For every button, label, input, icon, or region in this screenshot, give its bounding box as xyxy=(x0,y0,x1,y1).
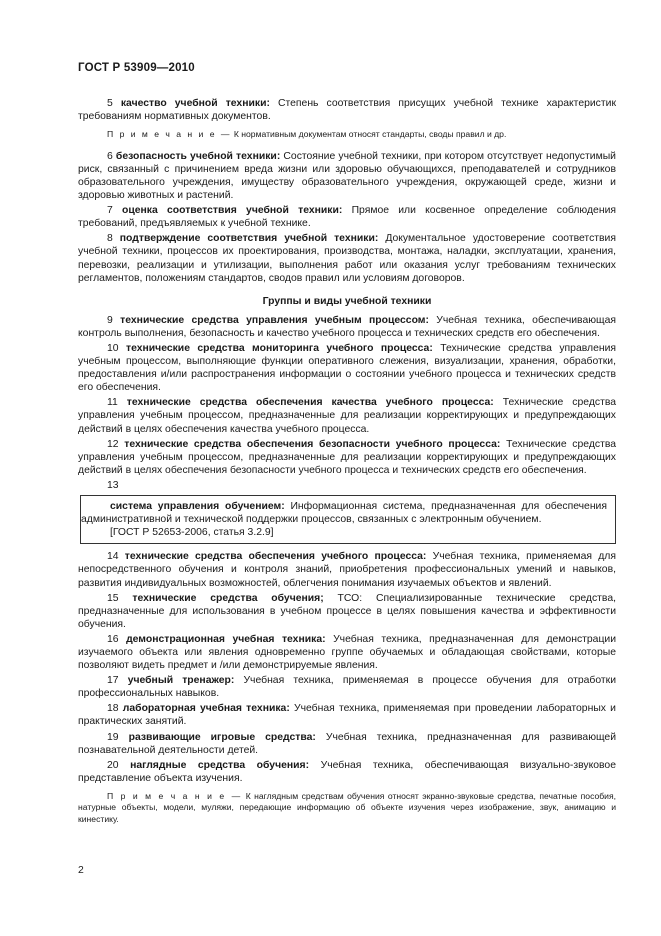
term-title: технические средства обеспечения учебного процесса: xyxy=(124,551,427,563)
term-number: 16 xyxy=(107,633,119,645)
term-entry-6 xyxy=(78,150,616,202)
note-text: К нормативным документам относят стандарты, своды правил и др. xyxy=(233,129,507,140)
term-number: 9 xyxy=(107,314,113,326)
term-title: технические средства обучения; xyxy=(132,592,324,604)
term-number: 19 xyxy=(107,731,119,743)
term-definition: Технические средства управления учебным процессом, предназначенные для реализации корректирующих и предупреждающих действий в целях обеспечения качества учебного процесса. xyxy=(78,397,617,435)
term-entry-17 xyxy=(78,674,616,700)
term-title: технические средства обеспечения безопасности учебного процесса: xyxy=(124,438,501,450)
term-entry-20 xyxy=(78,759,616,785)
note-2 xyxy=(78,791,616,826)
term-entry-9 xyxy=(78,314,616,340)
term-number: 14 xyxy=(107,551,119,563)
term-title: технические средства управления учебным процессом: xyxy=(120,314,429,326)
term-definition: Учебная техника, применяемая для непосредственного обучения и контроля знаний, приобретения профессиональных умений и навыков, развития индивидуальных возможностей, облегчения понимания изучаемых объектов и явлений. xyxy=(78,551,616,589)
section-title: Группы и виды учебной техники xyxy=(262,295,432,307)
term-entry-10 xyxy=(78,342,616,394)
term-number: 11 xyxy=(107,397,118,409)
document-page xyxy=(78,62,616,834)
term-definition: Учебная техника, предназначенная для демонстрации изучаемого объекта или явления одновременно группе обучаемых и обладающая свойствами, которые позволяют видеть предмет и /или демонстрируемые явления. xyxy=(78,633,617,672)
term-number: 17 xyxy=(107,675,119,687)
term-definition: ТСО: Специализированные технические средства, предназначенные для использования в учебном процессе в целях повышения качества и эффективности обучения. xyxy=(78,592,616,630)
page-number: 2 xyxy=(78,865,84,876)
term-definition: Учебная техника, обеспечивающая визуально-звуковое представление объекта изучения. xyxy=(78,759,616,784)
term-definition: Документальное удостоверение соответствия учебной техники, процессов их проектирования, производства, монтажа, наладки, эксплуатации, хранения, перевозки, реализации и утилизации, выполнения работ или оказания услуг требованиям технических регламентов, положениям стандартов, сводов правил или условиям договоров. xyxy=(78,233,616,284)
term-title: технические средства мониторинга учебного процесса: xyxy=(125,343,433,354)
term-number: 18 xyxy=(107,703,119,715)
term-number: 6 xyxy=(107,150,113,162)
boxed-definition xyxy=(80,495,616,544)
term-definition: Степень соответствия присущих учебной технике характеристик требованиям нормативных документов. xyxy=(78,98,616,123)
term-definition: Информационная система, предназначенная для обеспечения административной и технической поддержки процессов, связанных с электронным обучением. xyxy=(81,501,607,526)
term-entry-15 xyxy=(78,592,616,631)
term-definition: Технические средства управления учебным процессом, предназначенные для реализации корректирующих и предупреждающих действий в целях обеспечения безопасности учебного процесса и технических средств его обеспечения. xyxy=(78,438,617,476)
term-title: технические средства обеспечения качества учебного процесса: xyxy=(126,397,494,409)
note-text: К наглядным средствам обучения относят экранно-звуковые средства, печатные пособия, натурные объекты, модели, муляжи, передающие информацию об объекте изучения через изображение, звук, анимацию и кинестику. xyxy=(78,790,617,824)
term-number: 20 xyxy=(107,759,119,771)
term-title: наглядные средства обучения: xyxy=(130,759,310,771)
term-entry-8 xyxy=(78,232,616,284)
term-entry-16 xyxy=(78,633,616,672)
term-definition: Технические средства управления учебным процессом, выполняющие функции оперативного слежения, визуализации, хранения, обработки, предоставления и/или распространения информации о состоянии учебного процесса и технических средств его обеспечения. xyxy=(78,343,617,394)
term-definition: Учебная техника, применяемая при проведении лабораторных и практических занятий. xyxy=(78,703,616,728)
term-definition: Учебная техника, применяемая в процессе обучения для отработки профессиональных навыков. xyxy=(78,675,617,700)
term-title: безопасность учебной техники: xyxy=(115,150,281,162)
term-number: 8 xyxy=(107,233,113,245)
term-entry-19 xyxy=(78,731,616,757)
term-number: 12 xyxy=(107,438,119,450)
document-header: ГОСТ Р 53909—2010 xyxy=(78,62,195,74)
term-title: демонстрационная учебная техника: xyxy=(126,633,326,645)
term-title: оценка соответствия учебной техники: xyxy=(122,205,343,217)
term-definition: Учебная техника, предназначенная для развивающей познавательной деятельности детей. xyxy=(78,731,617,756)
term-entry-7 xyxy=(78,204,616,230)
term-definition: Учебная техника, обеспечивающая контроль выполнения, безопасность и качество учебного процесса и технических средств его обеспечения. xyxy=(78,314,616,339)
note-label: П р и м е ч а н и е — xyxy=(107,790,243,801)
term-entry-18 xyxy=(78,702,616,728)
term-entry-13 xyxy=(78,479,616,544)
term-entry-12 xyxy=(78,438,616,477)
term-title: качество учебной техники: xyxy=(120,98,270,110)
term-number: 5 xyxy=(107,98,113,110)
term-number: 13 xyxy=(107,479,119,491)
term-title: система управления обучением: xyxy=(110,501,285,513)
note-1 xyxy=(78,129,616,141)
term-number: 15 xyxy=(107,592,119,604)
term-number: 10 xyxy=(107,343,119,354)
term-title: учебный тренажер: xyxy=(127,675,235,687)
note-label: П р и м е ч а н и е — xyxy=(107,129,232,140)
term-number: 7 xyxy=(107,205,113,217)
term-title: развивающие игровые средства: xyxy=(128,731,316,743)
term-definition: Прямое или косвенное определение соблюдения требований, предъявляемых к учебной технике. xyxy=(78,205,617,230)
boxed-term xyxy=(81,500,607,526)
term-entry-11 xyxy=(78,396,616,435)
term-title: лабораторная учебная техника: xyxy=(122,703,290,715)
term-title: подтверждение соответствия учебной техники: xyxy=(119,233,379,245)
source-reference: [ГОСТ Р 52653-2006, статья 3.2.9] xyxy=(110,527,274,539)
term-entry-14 xyxy=(78,550,616,589)
term-definition: Состояние учебной техники, при котором отсутствует недопустимый риск, связанный с причинением вреда жизни или здоровью обучающихся, преподавателей и сотрудников образовательного учреждения, имуществу образовательного учреждения, окружающей среде, жизни и здоровью животных и растений. xyxy=(78,150,616,202)
term-entry-5 xyxy=(78,97,616,123)
